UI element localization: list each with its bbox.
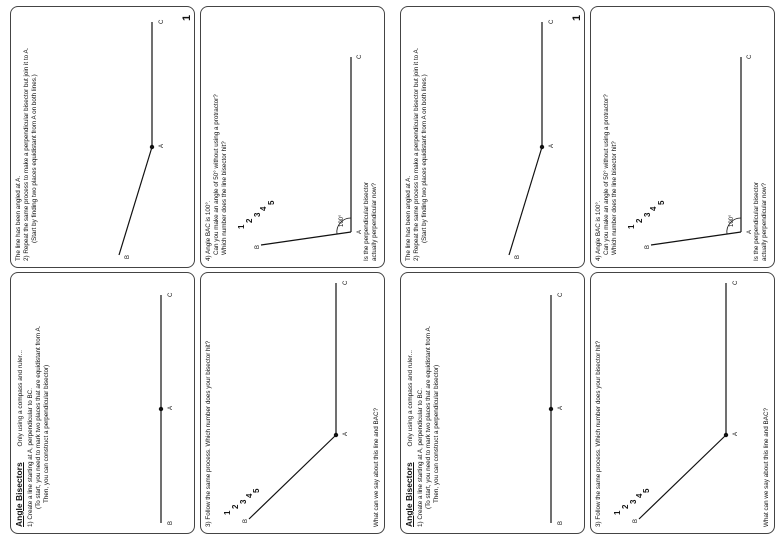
label-a: A [168, 405, 174, 410]
number-4: 4 [259, 206, 268, 211]
label-a: A [357, 229, 363, 234]
number-2: 2 [245, 218, 254, 223]
line-ba [509, 147, 542, 255]
line-ba [119, 147, 152, 255]
q4-prompt: Can you make an angle of 50° without using a protractor? [603, 94, 610, 255]
number-2: 2 [635, 218, 644, 223]
worksheet-copy-2 [394, 0, 780, 540]
label-b: B [633, 518, 639, 523]
q2-question-1: Is the perpendicular bisector [753, 181, 760, 261]
point-a [724, 433, 728, 437]
q2-diagram [401, 5, 586, 267]
q1-hint-2: Then, you can construct a perpendicular bisector) [43, 364, 50, 503]
panel-question-2 [10, 6, 195, 268]
number-3: 3 [239, 499, 248, 504]
q4-diagram [201, 5, 386, 267]
number-5: 5 [267, 200, 276, 205]
q2-intro: The line has been angled at A. [15, 175, 22, 261]
panel-question-1 [400, 272, 585, 534]
worksheet-subtitle: Only using a compass and ruler... [407, 350, 414, 447]
page-number: 1 [181, 14, 193, 21]
q4-diagram [591, 5, 776, 267]
label-a: A [159, 143, 165, 148]
label-b: B [645, 244, 651, 249]
label-b: B [255, 244, 261, 249]
panel-question-1 [10, 272, 195, 534]
point-a [549, 407, 553, 411]
q2-instruction: 2) Repeat the same process to make a perpendicular bisector but join it to A. [413, 47, 420, 261]
point-a [334, 433, 338, 437]
number-3: 3 [253, 212, 262, 217]
number-4: 4 [245, 493, 254, 498]
number-2: 2 [231, 504, 240, 509]
number-5: 5 [252, 488, 261, 493]
q2-hint: (Start by finding two places equidistant from A on both lines.) [421, 74, 428, 243]
q2-diagram [11, 5, 196, 267]
q1-diagram [11, 271, 196, 533]
number-3: 3 [629, 499, 638, 504]
q2-instruction: 2) Repeat the same process to make a perpendicular bisector but join it to A. [23, 47, 30, 261]
q1-diagram [401, 271, 586, 533]
q4-question: Which number does the line bisector hit? [611, 141, 618, 255]
label-c: C [357, 54, 363, 59]
label-b: B [125, 254, 131, 259]
q3-diagram [591, 271, 776, 533]
worksheet-title: Angle Bisectors [404, 462, 414, 527]
q3-instruction: 3) Follow the same process. Which number does your bisector hit? [205, 340, 212, 527]
q2-question-1: Is the perpendicular bisector [363, 181, 370, 261]
page-number: 1 [571, 14, 583, 21]
panel-question-3 [200, 272, 385, 534]
q4-question: Which number does the line bisector hit? [221, 141, 228, 255]
label-b: B [558, 520, 564, 525]
number-3: 3 [643, 212, 652, 217]
q4-instruction: 4) Angle BAC is 100°. [595, 200, 602, 261]
q1-hint-2: Then, you can construct a perpendicular bisector) [433, 364, 440, 503]
worksheet-copy-1 [4, 0, 390, 540]
q2-hint: (Start by finding two places equidistant from A on both lines.) [31, 74, 38, 243]
label-c: C [747, 54, 753, 59]
point-a [540, 145, 544, 149]
q3-instruction: 3) Follow the same process. Which number does your bisector hit? [595, 340, 602, 527]
label-b: B [515, 254, 521, 259]
number-1: 1 [627, 224, 636, 229]
label-c: C [159, 19, 165, 24]
q2-intro: The line has been angled at A. [405, 175, 412, 261]
panel-question-4 [200, 6, 385, 268]
line-ba [651, 232, 741, 245]
angle-label: 100° [729, 214, 735, 227]
label-c: C [168, 292, 174, 297]
q4-prompt: Can you make an angle of 50° without using a protractor? [213, 94, 220, 255]
worksheet-title: Angle Bisectors [14, 462, 24, 527]
label-c: C [549, 19, 555, 24]
label-a: A [558, 405, 564, 410]
q1-hint-1: (To start, you need to mark two places that are equidistant from A. [425, 325, 432, 509]
label-c: C [558, 292, 564, 297]
number-4: 4 [635, 493, 644, 498]
q2-question-2: actually perpendicular now? [761, 182, 768, 261]
line-ba [261, 232, 351, 245]
number-4: 4 [649, 206, 658, 211]
panel-question-2 [400, 6, 585, 268]
q4-instruction: 4) Angle BAC is 100°. [205, 200, 212, 261]
line-ba [639, 435, 726, 519]
q1-hint-1: (To start, you need to mark two places that are equidistant from A. [35, 325, 42, 509]
angle-label: 100° [339, 214, 345, 227]
q3-diagram [201, 271, 386, 533]
label-a: A [549, 143, 555, 148]
q1-instruction: 1) Create a line starting at A, perpendicular to BC. [27, 388, 34, 527]
q1-instruction: 1) Create a line starting at A, perpendicular to BC. [417, 388, 424, 527]
number-1: 1 [613, 510, 622, 515]
label-c: C [733, 280, 739, 285]
label-b: B [243, 518, 249, 523]
number-5: 5 [642, 488, 651, 493]
q3-question: What can we say about this line and BAC? [373, 407, 380, 527]
worksheet-subtitle: Only using a compass and ruler... [17, 350, 24, 447]
number-2: 2 [621, 504, 630, 509]
point-a [159, 407, 163, 411]
q3-question: What can we say about this line and BAC? [763, 407, 770, 527]
point-a [150, 145, 154, 149]
number-1: 1 [237, 224, 246, 229]
label-c: C [343, 280, 349, 285]
number-1: 1 [223, 510, 232, 515]
number-5: 5 [657, 200, 666, 205]
panel-question-3 [590, 272, 775, 534]
q2-question-2: actually perpendicular now? [371, 182, 378, 261]
label-a: A [343, 431, 349, 436]
label-a: A [747, 229, 753, 234]
label-b: B [168, 520, 174, 525]
line-ba [249, 435, 336, 519]
label-a: A [733, 431, 739, 436]
panel-question-4 [590, 6, 775, 268]
